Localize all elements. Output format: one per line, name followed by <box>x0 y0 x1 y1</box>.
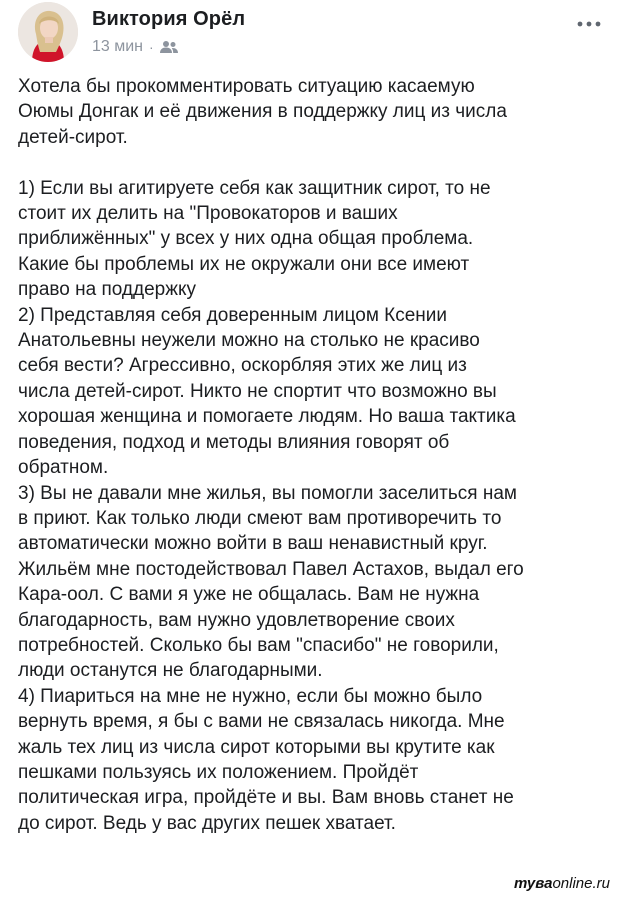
post-text-line: обратном. <box>18 457 109 479</box>
watermark-bold: тува <box>513 875 553 892</box>
post-text-line: в приют. Как только люди смеют вам противоречить то <box>18 507 502 529</box>
post-text-line: автоматически можно войти в ваш ненавистный круг. <box>18 533 488 555</box>
post-text-line: Жильём мне постодействовал Павел Астахов, выдал его <box>18 558 524 580</box>
post-text-line: вернуть время, я бы с вами не связалась никогда. Мне <box>18 711 505 733</box>
post-text-line: Анатольевны неужели можно на столько не красиво <box>18 330 480 352</box>
friends-icon[interactable] <box>159 40 179 54</box>
post-text-line: жаль тех лиц из числа сирот которыми вы крутите как <box>18 736 495 758</box>
post-text-line: 3) Вы не давали мне жилья, вы помогли заселиться нам <box>18 482 517 504</box>
post-text-line: хорошая женщина и помогаете людям. Но ваша тактика <box>18 406 516 428</box>
post-meta <box>92 37 179 57</box>
post-text-line: детей-сирот. <box>18 126 128 148</box>
author-name[interactable]: Виктория Орёл <box>92 8 246 30</box>
post-text-line: пешками пользуясь их положением. Пройдёт <box>18 761 419 783</box>
site-watermark <box>514 875 610 892</box>
post-text-line: благодарность, вам нужно удовлетворение своих <box>18 609 455 631</box>
post-text-line <box>18 150 606 175</box>
author-avatar[interactable] <box>18 2 78 62</box>
post-text-line: числа детей-сирот. Никто не спортит что возможно вы <box>18 380 497 402</box>
avatar-photo-icon <box>18 2 78 62</box>
post-text-line: потребностей. Сколько бы вам "спасибо" не говорили, <box>18 634 499 656</box>
post-text-line: себя вести? Агрессивно, оскорбляя этих же лиц из <box>18 355 467 377</box>
post-text-line: право на поддержку <box>18 279 196 301</box>
post-text-line: Какие бы проблемы их не окружали они все имеют <box>18 253 470 275</box>
post-text-line: 2) Представляя себя доверенным лицом Ксении <box>18 304 448 326</box>
post-text-line: Оюмы Донгак и её движения в поддержку лиц из числа <box>18 101 507 123</box>
post-header <box>0 0 620 70</box>
watermark-rest: online.ru <box>552 875 610 892</box>
post-text-line: поведения, подход и методы влияния говорят об <box>18 431 450 453</box>
meta-separator: · <box>149 39 154 55</box>
post-text-line: 1) Если вы агитируете себя как защитник сирот, то не <box>18 177 491 199</box>
post-text-line: Хотела бы прокомментировать ситуацию касаемую <box>18 76 475 97</box>
post-text-line: 4) Пиариться на мне не нужно, если бы можно было <box>18 685 483 707</box>
post-text-line: люди останутся не благодарными. <box>18 660 323 682</box>
post-text-line: стоит их делить на "Провокаторов и ваших <box>18 203 398 225</box>
post-text-line: Кара-оол. С вами я уже не общалась. Вам не нужна <box>18 584 480 606</box>
post-text-line: до сирот. Ведь у вас других пешек хватает. <box>18 812 396 834</box>
post-text <box>18 74 606 836</box>
post-text-line: приближённых" у всех у них одна общая проблема. <box>18 228 474 250</box>
post-timestamp[interactable]: 13 мин <box>92 38 144 55</box>
post-text-line: политическая игра, пройдёте и вы. Вам вновь станет не <box>18 787 514 809</box>
more-options-icon[interactable] <box>574 14 604 34</box>
